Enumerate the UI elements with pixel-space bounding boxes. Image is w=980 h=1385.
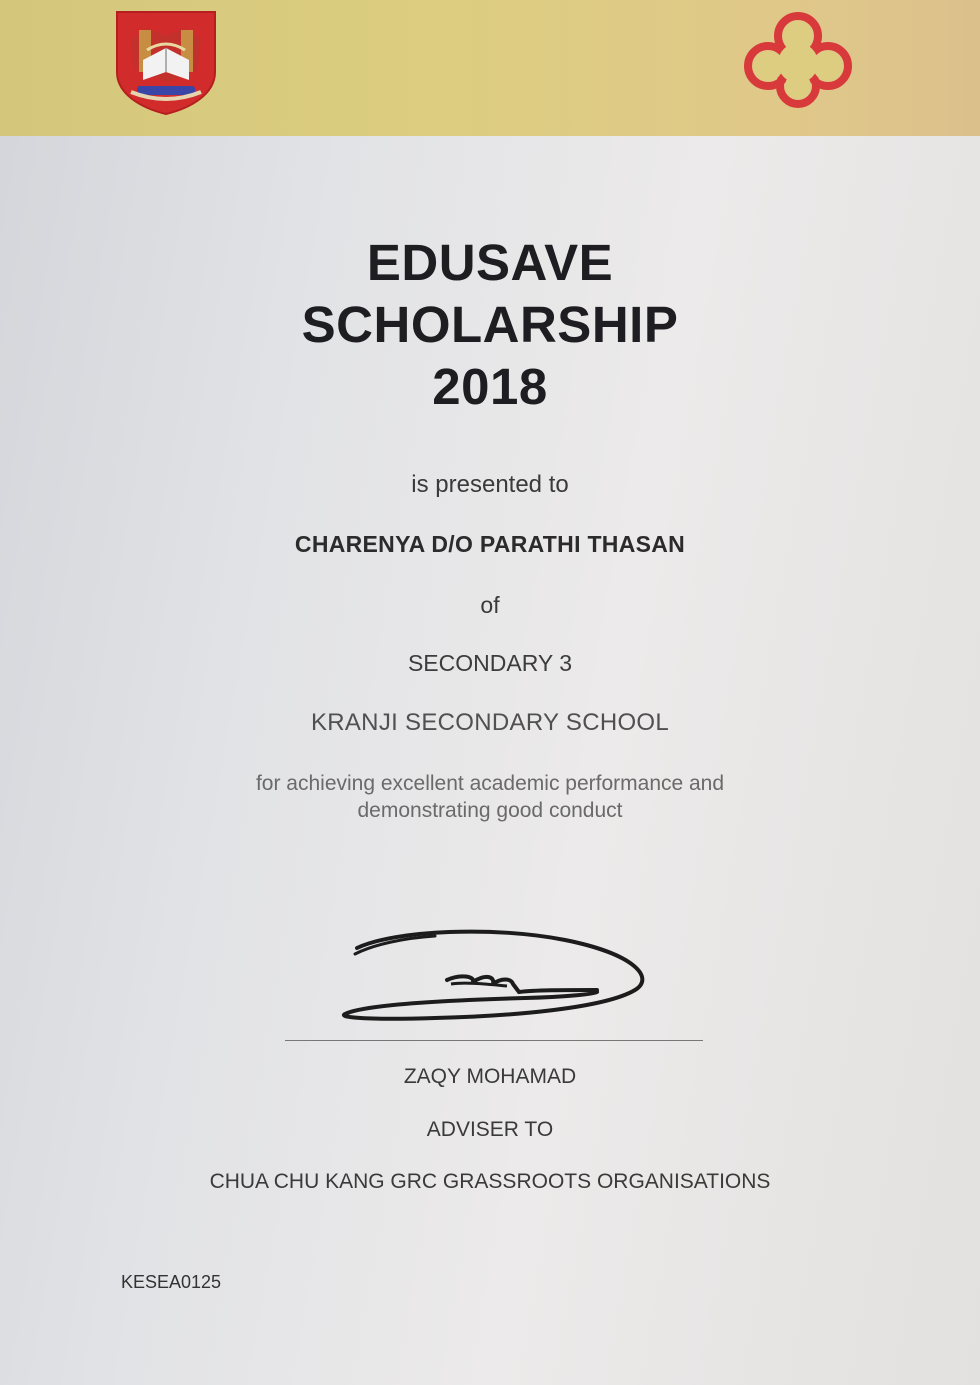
signatory-role: ADVISER TO [426, 1118, 554, 1141]
trefoil-logo-icon [740, 8, 856, 112]
school-name: KRANJI SECONDARY SCHOOL [310, 709, 670, 736]
signatory-organisation: CHUA CHU KANG GRC GRASSROOTS ORGANISATIONS [209, 1170, 771, 1193]
signature-line [285, 1040, 703, 1041]
of-text: of [480, 592, 500, 618]
presented-text: is presented to [411, 471, 569, 498]
citation-line-2: demonstrating good conduct [357, 799, 623, 822]
class-level: SECONDARY 3 [407, 650, 573, 676]
title-line-2: SCHOLARSHIP [301, 296, 679, 353]
certificate-title [0, 232, 980, 418]
signature-image [335, 918, 655, 1030]
citation [0, 770, 980, 824]
title-line-1: EDUSAVE [366, 234, 614, 291]
title-year: 2018 [432, 358, 548, 415]
recipient-name: CHARENYA D/O PARATHI THASAN [294, 531, 686, 557]
citation-line-1: for achieving excellent academic performance and [255, 772, 725, 795]
signatory-name: ZAQY MOHAMAD [403, 1065, 577, 1088]
reference-code: KESEA0125 [121, 1272, 222, 1292]
school-crest-icon [113, 10, 219, 116]
